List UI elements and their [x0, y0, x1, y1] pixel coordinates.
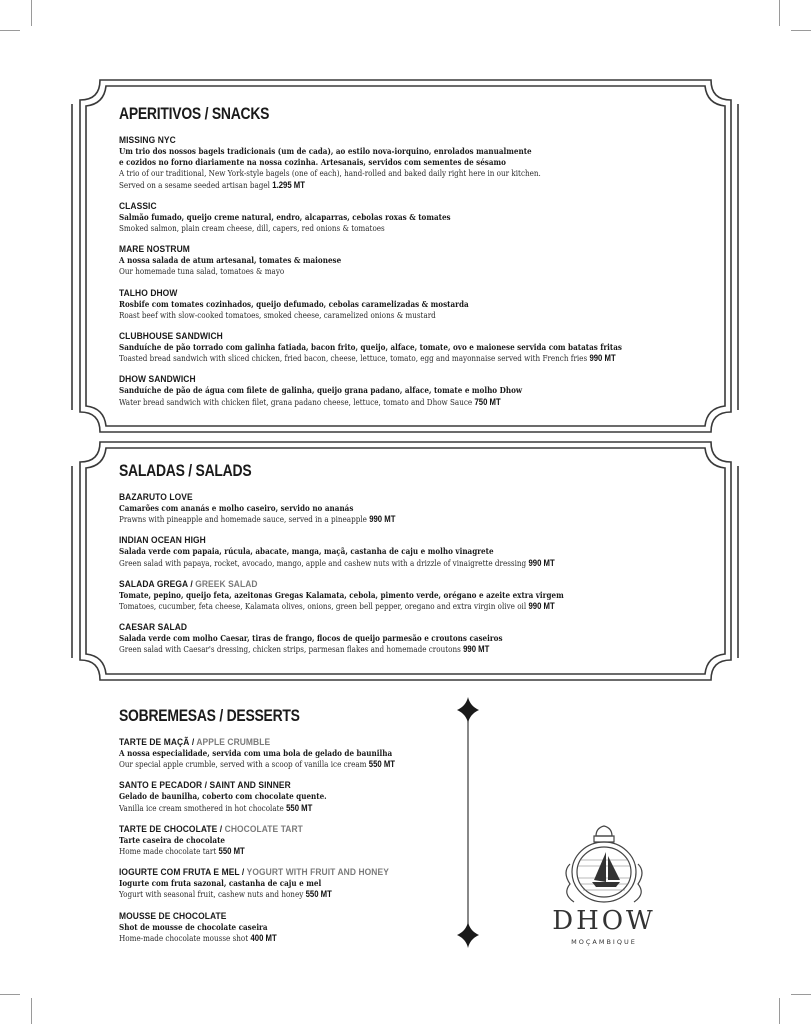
description-portuguese: Salada verde com papaia, rúcula, abacate, manga, maçã, castanha de caju e molho vinagrete [119, 546, 494, 557]
description-portuguese: A nossa especialidade, servida com uma bola de gelado de baunilha [119, 748, 393, 758]
description-english [119, 933, 411, 944]
menu-item [119, 823, 459, 857]
description-english [119, 759, 411, 770]
description-portuguese: Um trio dos nossos bagels tradicionais (um de cada), ao estilo nova-iorquino, enrolados manualmente [119, 146, 532, 156]
description-english [119, 353, 626, 364]
description-portuguese: Sanduíche de pão de água com filete de galinha, queijo grana padano, alface, tomate e molho Dhow [119, 385, 523, 396]
description-portuguese: Rosbife com tomates cozinhados, queijo defumado, cebolas caramelizadas & mostarda [119, 298, 469, 309]
description-english [119, 889, 411, 900]
description-english-text: Roast beef with slow-cooked tomatoes, smoked cheese, caramelized onions & mustard [119, 309, 436, 320]
item-name-english: APPLE CRUMBLE [196, 736, 271, 747]
item-name-text: INDIAN OCEAN HIGH [119, 534, 206, 546]
logo-subtitle: MOÇAMBIQUE [571, 938, 637, 946]
item-name [119, 621, 650, 633]
description-portuguese: Sanduíche de pão torrado com galinha fatiada, bacon frito, queijo, alface, tomate, ovo e maionese servida com batatas fritas [119, 342, 622, 353]
item-name-english: GREEK SALAD [195, 577, 258, 589]
item-name [119, 578, 650, 590]
description-english-text: Our homemade tuna salad, tomatoes & mayo [119, 266, 285, 277]
description-portuguese: A nossa salada de atum artesanal, tomates & maionese [119, 255, 342, 266]
item-name-text: TALHO DHOW [119, 286, 178, 298]
item-name-text: DHOW SANDWICH [119, 373, 196, 385]
description-english-text: Vanilla ice cream smothered in hot chocolate [119, 802, 284, 813]
description-english-text: A trio of our traditional, New York-style bagels (one of each), hand-rolled and baked daily right here in our kitchen. [119, 168, 541, 179]
menu-item [119, 287, 709, 321]
item-name-text: CLUBHOUSE SANDWICH [119, 330, 223, 342]
description-english-text: Smoked salmon, plain cream cheese, dill, capers, red onions & tomatoes [119, 223, 385, 234]
item-name [119, 200, 650, 212]
section-title: SALADAS / SALADS [119, 461, 252, 480]
description-english [119, 310, 626, 321]
item-name-text: MARE NOSTRUM [119, 243, 190, 255]
description-english-text: Home-made chocolate mousse shot [119, 932, 249, 943]
item-price: 550 MT [286, 802, 313, 813]
item-name-text: MISSING NYC [119, 134, 176, 145]
item-name-text: SANTO E PECADOR / SAINT AND SINNER [119, 779, 291, 791]
item-name-text: MOUSSE DE CHOCOLATE [119, 909, 227, 921]
item-name [119, 491, 650, 503]
item-name [119, 736, 425, 748]
snacks-section [119, 104, 709, 417]
salads-section [119, 461, 709, 665]
item-name-text: BAZARUTO LOVE [119, 491, 193, 502]
menu-item [119, 779, 459, 813]
salads-list [119, 491, 709, 656]
item-name-english: CHOCOLATE TART [224, 822, 303, 834]
item-name-text: CLASSIC [119, 199, 157, 211]
menu-item [119, 578, 709, 612]
description-english [119, 397, 626, 408]
item-price: 990 MT [528, 601, 555, 612]
description-english-text: Tomatoes, cucumber, feta cheese, Kalamata olives, onions, green bell pepper, oregano and extra virgin olive oil [119, 601, 527, 612]
item-price: 400 MT [250, 932, 277, 943]
item-name [119, 287, 650, 299]
menu-item [119, 910, 459, 944]
item-name-text: TARTE DE MAÇÃ / [119, 736, 197, 747]
description-english [119, 514, 626, 525]
item-name-english: YOGURT WITH FRUIT AND HONEY [246, 866, 389, 878]
menu-item [119, 621, 709, 655]
dhow-logo [548, 822, 660, 952]
item-name [119, 534, 650, 546]
menu-item [119, 373, 709, 407]
item-price: 990 MT [528, 557, 555, 568]
desserts-list [119, 736, 459, 944]
menu-item [119, 736, 459, 770]
item-price: 550 MT [305, 889, 332, 900]
desserts-section [119, 706, 459, 953]
description-portuguese: Camarões com ananás e molho caseiro, servido no ananás [119, 503, 354, 513]
item-price: 990 MT [589, 353, 616, 364]
description-portuguese: e cozidos no forno diariamente na nossa cozinha. Artesanais, servidos com sementes de sésamo [119, 157, 506, 168]
description-english [119, 601, 626, 612]
description-portuguese: Salada verde com molho Caesar, tiras de frango, flocos de queijo parmesão e croutons caseiros [119, 633, 503, 644]
menu-item [119, 200, 709, 234]
logo-wordmark: DHOW [552, 906, 656, 936]
item-price: 550 MT [218, 846, 245, 857]
item-price: 1.295 MT [272, 179, 305, 190]
section-title: SOBREMESAS / DESSERTS [119, 706, 300, 725]
description-english-text: Yogurt with seasonal fruit, cashew nuts and honey [119, 889, 304, 900]
menu-item [119, 243, 709, 277]
description-english [119, 168, 626, 179]
description-english-text: Toasted bread sandwich with sliced chicken, fried bacon, cheese, lettuce, tomato, egg and mayonnaise served with French fries [119, 353, 588, 364]
menu-item [119, 134, 709, 191]
description-english-text: Prawns with pineapple and homemade sauce, served in a pineapple [119, 514, 367, 525]
description-english [119, 223, 626, 234]
description-portuguese: Tarte caseira de chocolate [119, 834, 226, 845]
menu-item [119, 491, 709, 525]
description-english [119, 644, 626, 655]
description-english-text: Water bread sandwich with chicken filet, grana padano cheese, lettuce, tomato and Dhow Sauce [119, 396, 473, 407]
item-name [119, 866, 425, 878]
item-name [119, 910, 425, 922]
description-english [119, 558, 626, 569]
item-name [119, 779, 425, 791]
description-english-text: Green salad with papaya, rocket, avocado, mango, apple and cashew nuts with a drizzle of vinaigrette dressing [119, 557, 527, 568]
item-name-text: CAESAR SALAD [119, 621, 188, 633]
description-english [119, 846, 411, 857]
item-price: 750 MT [474, 396, 501, 407]
menu-item [119, 866, 459, 900]
description-english [119, 266, 626, 277]
item-name-text: IOGURTE COM FRUTA E MEL / [119, 866, 247, 878]
item-name [119, 823, 425, 835]
snacks-list [119, 134, 709, 408]
item-price: 990 MT [463, 644, 490, 655]
item-price: 990 MT [369, 514, 396, 525]
description-english-text: Green salad with Caesar's dressing, chicken strips, parmesan flakes and homemade croutons [119, 644, 461, 655]
description-portuguese: Gelado de baunilha, coberto com chocolate quente. [119, 791, 327, 802]
item-name-text: TARTE DE CHOCOLATE / [119, 822, 225, 834]
menu-item [119, 330, 709, 364]
menu-item [119, 534, 709, 568]
description-portuguese: Iogurte com fruta sazonal, castanha de caju e mel [119, 878, 322, 889]
description-portuguese: Shot de mousse de chocolate caseira [119, 921, 268, 932]
section-title: APERITIVOS / SNACKS [119, 104, 270, 123]
description-english-text: Served on a sesame seeded artisan bagel [119, 179, 270, 190]
dhow-emblem-icon [548, 822, 660, 908]
item-name-text: SALADA GREGA / [119, 577, 196, 589]
description-portuguese: Salmão fumado, queijo creme natural, endro, alcaparras, cebolas roxas & tomates [119, 211, 451, 222]
item-name [119, 330, 650, 342]
item-price: 550 MT [368, 759, 396, 770]
item-name [119, 134, 650, 146]
description-english [119, 803, 411, 814]
item-name [119, 373, 650, 385]
description-english-text: Home made chocolate tart [119, 846, 217, 857]
description-english [119, 180, 626, 191]
description-portuguese: Tomate, pepino, queijo feta, azeitonas Gregas Kalamata, cebola, pimento verde, orégano e azeite extra virgem [119, 589, 564, 600]
description-english-text: Our special apple crumble, served with a scoop of vanilla ice cream [119, 759, 367, 770]
item-name [119, 243, 650, 255]
